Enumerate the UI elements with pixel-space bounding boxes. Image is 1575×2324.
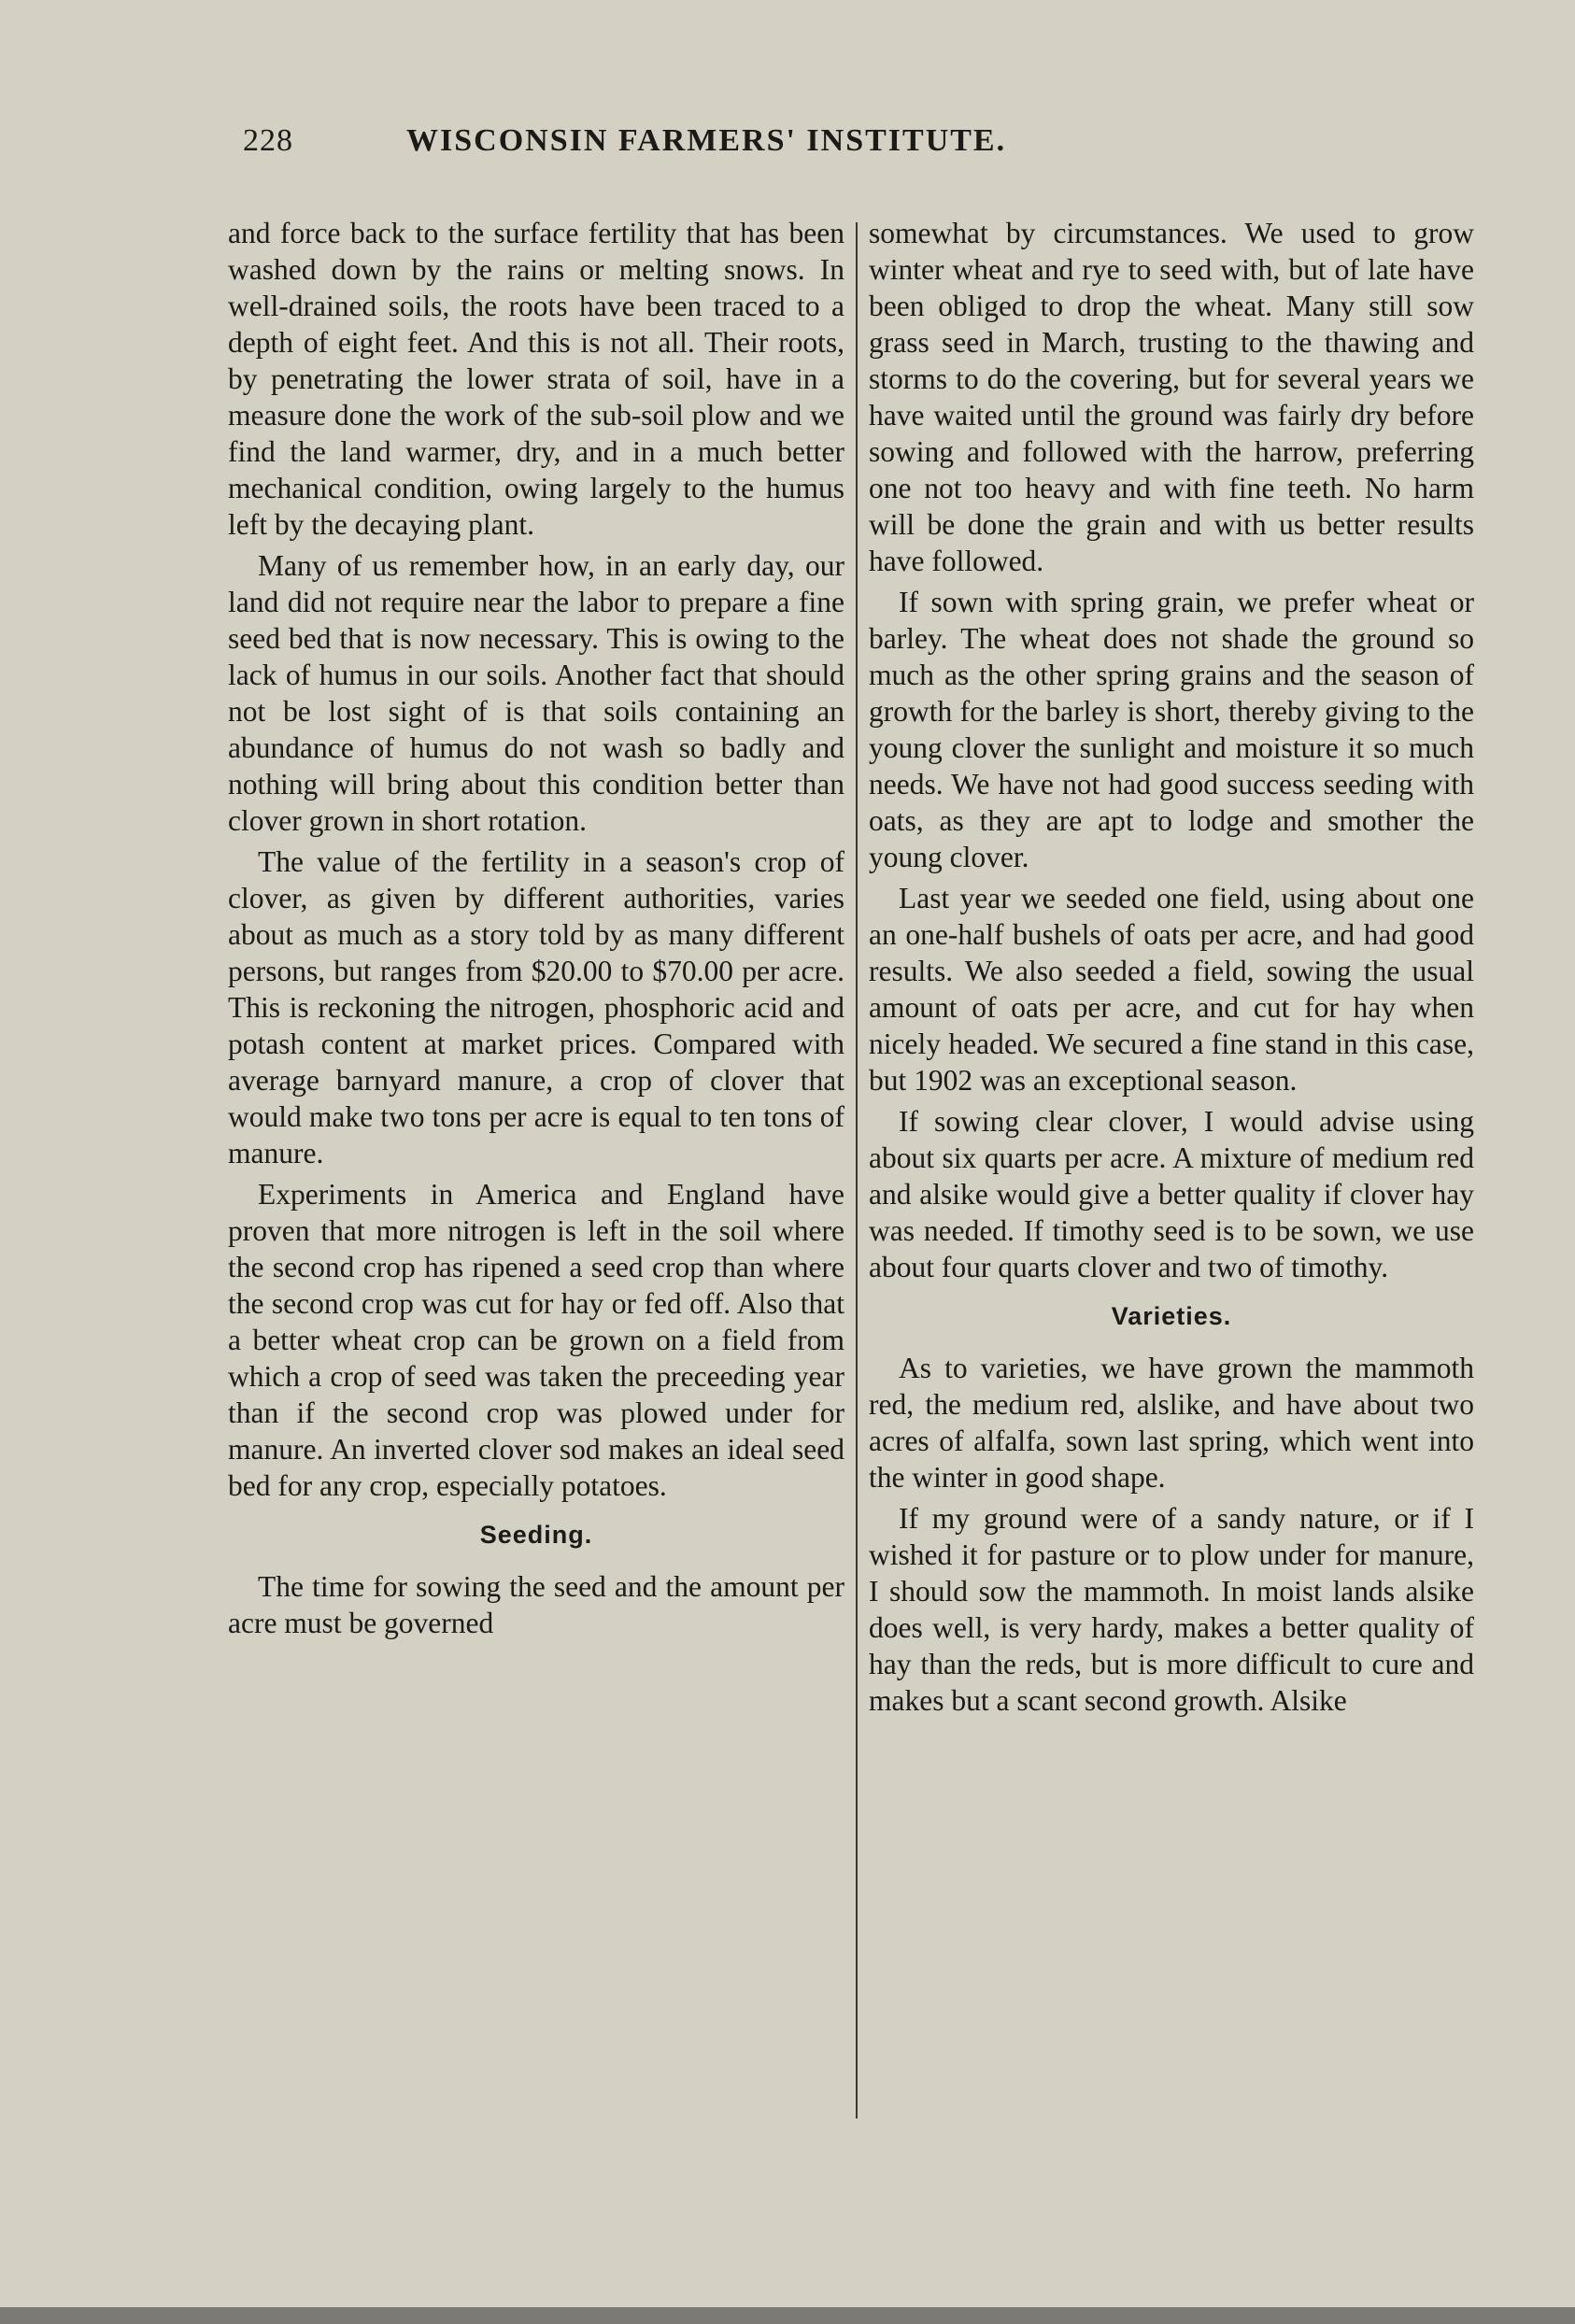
page-number: 228 xyxy=(243,123,293,158)
section-heading-seeding: Seeding. xyxy=(479,1521,593,1549)
paragraph: If my ground were of a sandy nature, or if I wished it for pasture or to plow under for manure, I should sow the mammoth. In moist lands alsike does well, is very hardy, makes a better quality of hay than the reds, but is more difficult to cure and makes but a scant second growth. Alsike xyxy=(869,1502,1474,1717)
running-title: WISCONSIN FARMERS' INSTITUTE. xyxy=(406,123,1007,158)
paragraph: The time for sowing the seed and the amount per acre must be governed xyxy=(228,1570,844,1639)
paragraph: If sown with spring grain, we prefer wheat or barley. The wheat does not shade the ground so much as the other spring grains and the season of growth for the barley is short, thereby giving to the young clover the sunlight and moisture it so much needs. We have not had good success seeding with oats, as they are apt to lodge and smother the young clover. xyxy=(869,586,1474,873)
paragraph: The value of the fertility in a season's crop of clover, as given by different authorities, varies about as much as a story told by as many different persons, but ranges from $20.00 to $70.00 per acre. This is reckoning the nitrogen, phosphoric acid and potash content at market prices. Compared with average barnyard manure, a crop of clover that would make two tons per acre is equal to ten tons of manure. xyxy=(228,845,844,1169)
paragraph: and force back to the surface fertility that has been washed down by the rains or melting snows. In well-drained soils, the roots have been traced to a depth of eight feet. And this is not all. Their roots, by penetrating the lower strata of soil, have in a measure done the work of the sub-soil plow and we find the land warmer, dry, and in a much better mechanical condition, owing largely to the humus left by the decaying plant. xyxy=(228,217,844,541)
paragraph: As to varieties, we have grown the mammoth red, the medium red, alslike, and have about two acres of alfalfa, sown last spring, which went into the winter in good shape. xyxy=(869,1352,1474,1494)
scan-edge xyxy=(0,2307,1575,2324)
section-heading-varieties: Varieties. xyxy=(1111,1302,1232,1330)
paragraph: Experiments in America and England have proven that more nitrogen is left in the soil where the second crop has ripened a seed crop than where the second crop was cut for hay or fed off. Also that a better wheat crop can be grown on a field from which a crop of seed was taken the preceeding year than if the second crop was plowed under for manure. An inverted clover sod makes an ideal seed bed for any crop, especially potatoes. xyxy=(228,1178,844,1502)
paragraph: somewhat by circumstances. We used to grow winter wheat and rye to seed with, but of late have been obliged to drop the wheat. Many still sow grass seed in March, trusting to the thawing and storms to do the covering, but for several years we have waited until the ground was fairly dry before sowing and followed with the harrow, preferring one not too heavy and with fine teeth. No harm will be done the grain and with us better results have followed. xyxy=(869,217,1474,577)
paragraph: Many of us remember how, in an early day, our land did not require near the labor to prepare a fine seed bed that is now necessary. This is owing to the lack of humus in our soils. Another fact that should not be lost sight of is that soils containing an abundance of humus do not wash so badly and nothing will bring about this condition better than clover grown in short rotation. xyxy=(228,549,844,837)
left-column xyxy=(228,215,844,2130)
paragraph: Last year we seeded one field, using about one an one-half bushels of oats per acre, and had good results. We also seeded a field, sowing the usual amount of oats per acre, and cut for hay when nicely headed. We secured a fine stand in this case, but 1902 was an exceptional season. xyxy=(869,882,1474,1097)
page-header xyxy=(243,123,1196,179)
paragraph: If sowing clear clover, I would advise using about six quarts per acre. A mixture of medium red and alsike would give a better quality if clover hay was needed. If timothy seed is to be sown, we use about four quarts clover and two of timothy. xyxy=(869,1105,1474,1283)
right-column xyxy=(869,215,1474,2130)
column-divider xyxy=(856,222,858,2119)
